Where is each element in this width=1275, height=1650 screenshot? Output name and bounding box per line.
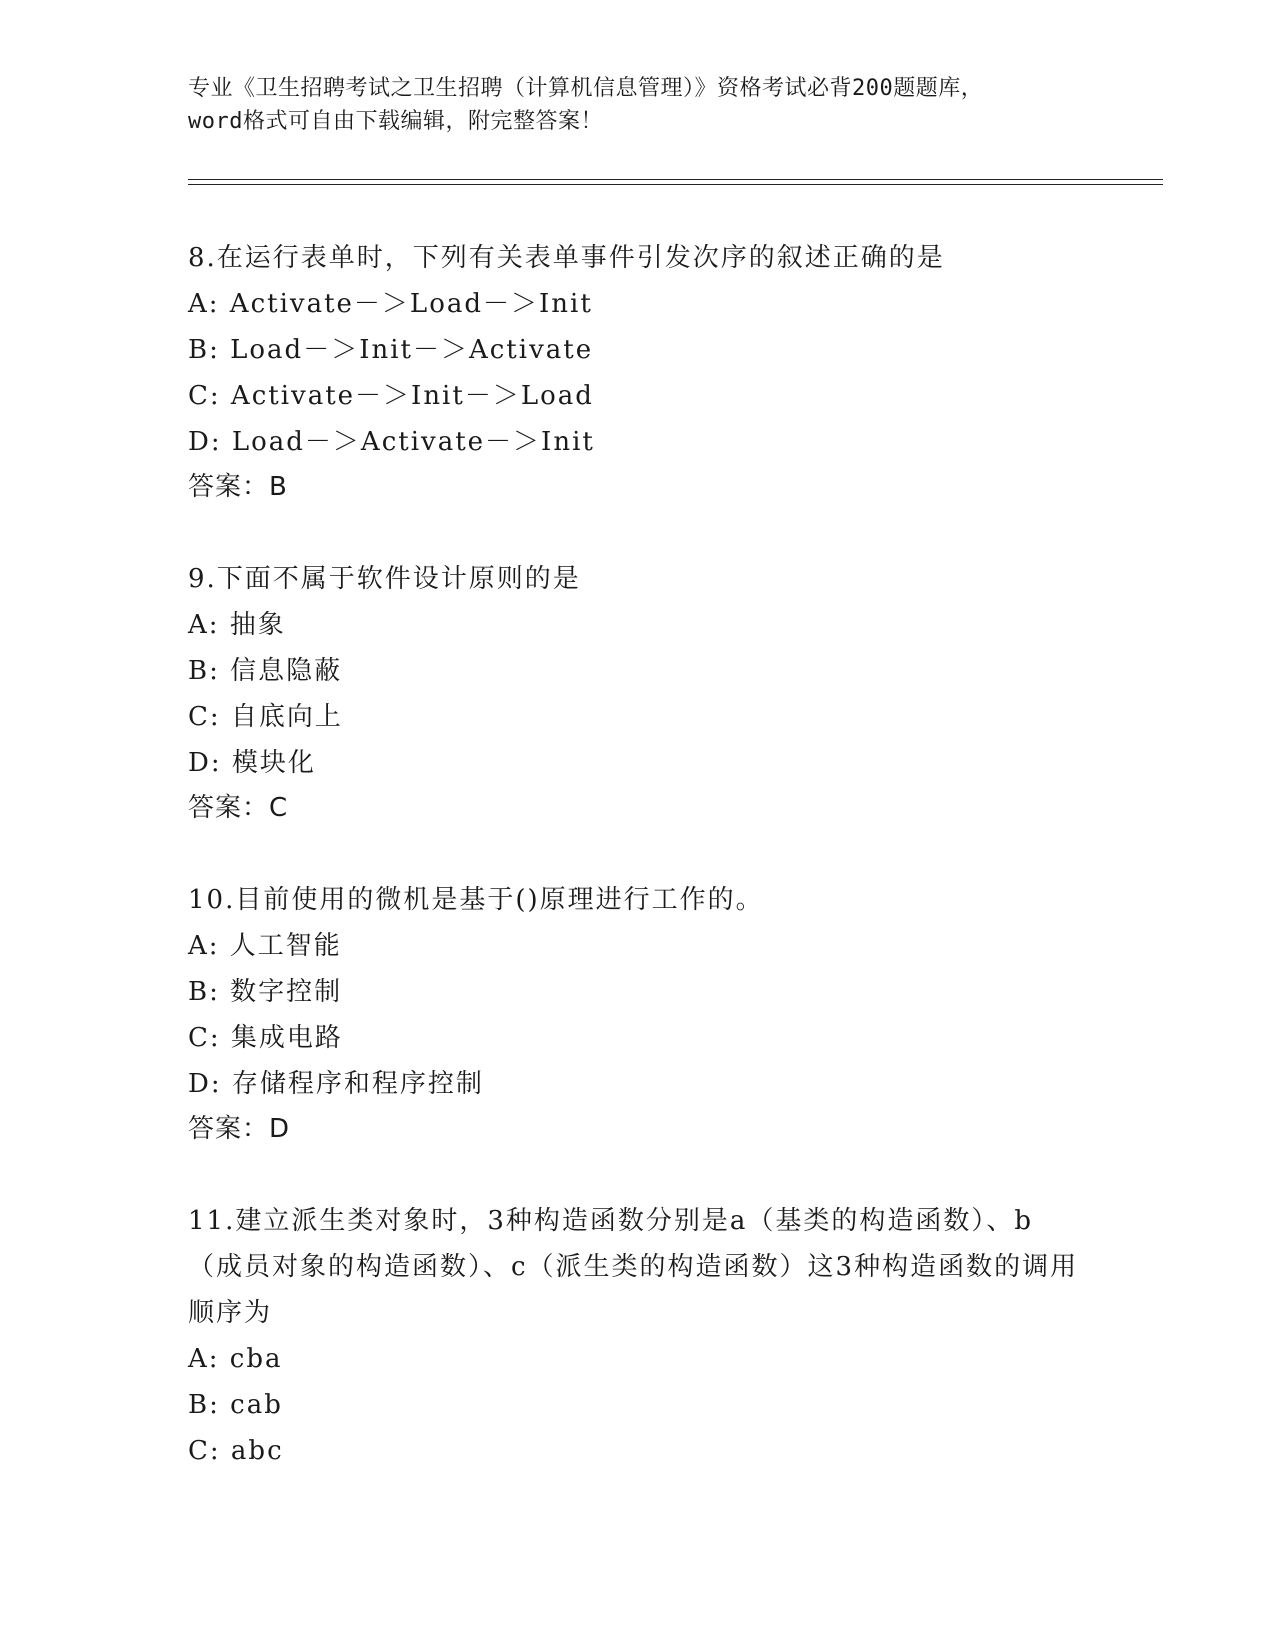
header-divider-bottom: [188, 184, 1163, 185]
option-c: C: Activate－＞Init－＞Load: [188, 381, 594, 411]
option-a: A: 抽象: [188, 610, 286, 640]
question-10: [188, 877, 1088, 1151]
question-title: 8.在运行表单时，下列有关表单事件引发次序的叙述正确的是: [188, 243, 945, 273]
header-divider-top: [188, 179, 1163, 180]
header-line-2: word格式可自由下载编辑，附完整答案！: [188, 109, 603, 134]
option-a: A: cba: [188, 1344, 283, 1374]
question-11: [188, 1198, 1088, 1474]
question-title: 9.下面不属于软件设计原则的是: [188, 564, 581, 594]
option-c: C: 集成电路: [188, 1023, 343, 1053]
option-c: C: abc: [188, 1436, 284, 1466]
option-d: D: 存储程序和程序控制: [188, 1069, 484, 1099]
option-d: D: 模块化: [188, 748, 316, 778]
question-9: [188, 556, 1088, 830]
question-title: 11.建立派生类对象时，3种构造函数分别是a（基类的构造函数）、b（成员对象的构造函数）、c（派生类的构造函数）这3种构造函数的调用顺序为: [188, 1206, 1079, 1328]
option-c: C: 自底向上: [188, 702, 343, 732]
option-d: D: Load－＞Activate－＞Init: [188, 427, 595, 457]
answer: 答案：C: [188, 793, 289, 823]
option-b: B: Load－＞Init－＞Activate: [188, 335, 594, 365]
answer: 答案：B: [188, 472, 288, 502]
option-b: B: cab: [188, 1390, 283, 1420]
option-b: B: 数字控制: [188, 977, 343, 1007]
header-line-1: 专业《卫生招聘考试之卫生招聘（计算机信息管理）》资格考试必背200题题库，: [188, 76, 984, 101]
option-a: A: 人工智能: [188, 931, 342, 961]
question-8: [188, 235, 1088, 509]
option-b: B: 信息隐蔽: [188, 656, 343, 686]
question-title: 10.目前使用的微机是基于()原理进行工作的。: [188, 885, 764, 915]
answer: 答案：D: [188, 1114, 291, 1144]
document-header: [188, 72, 1088, 138]
option-a: A: Activate－＞Load－＞Init: [188, 289, 593, 319]
